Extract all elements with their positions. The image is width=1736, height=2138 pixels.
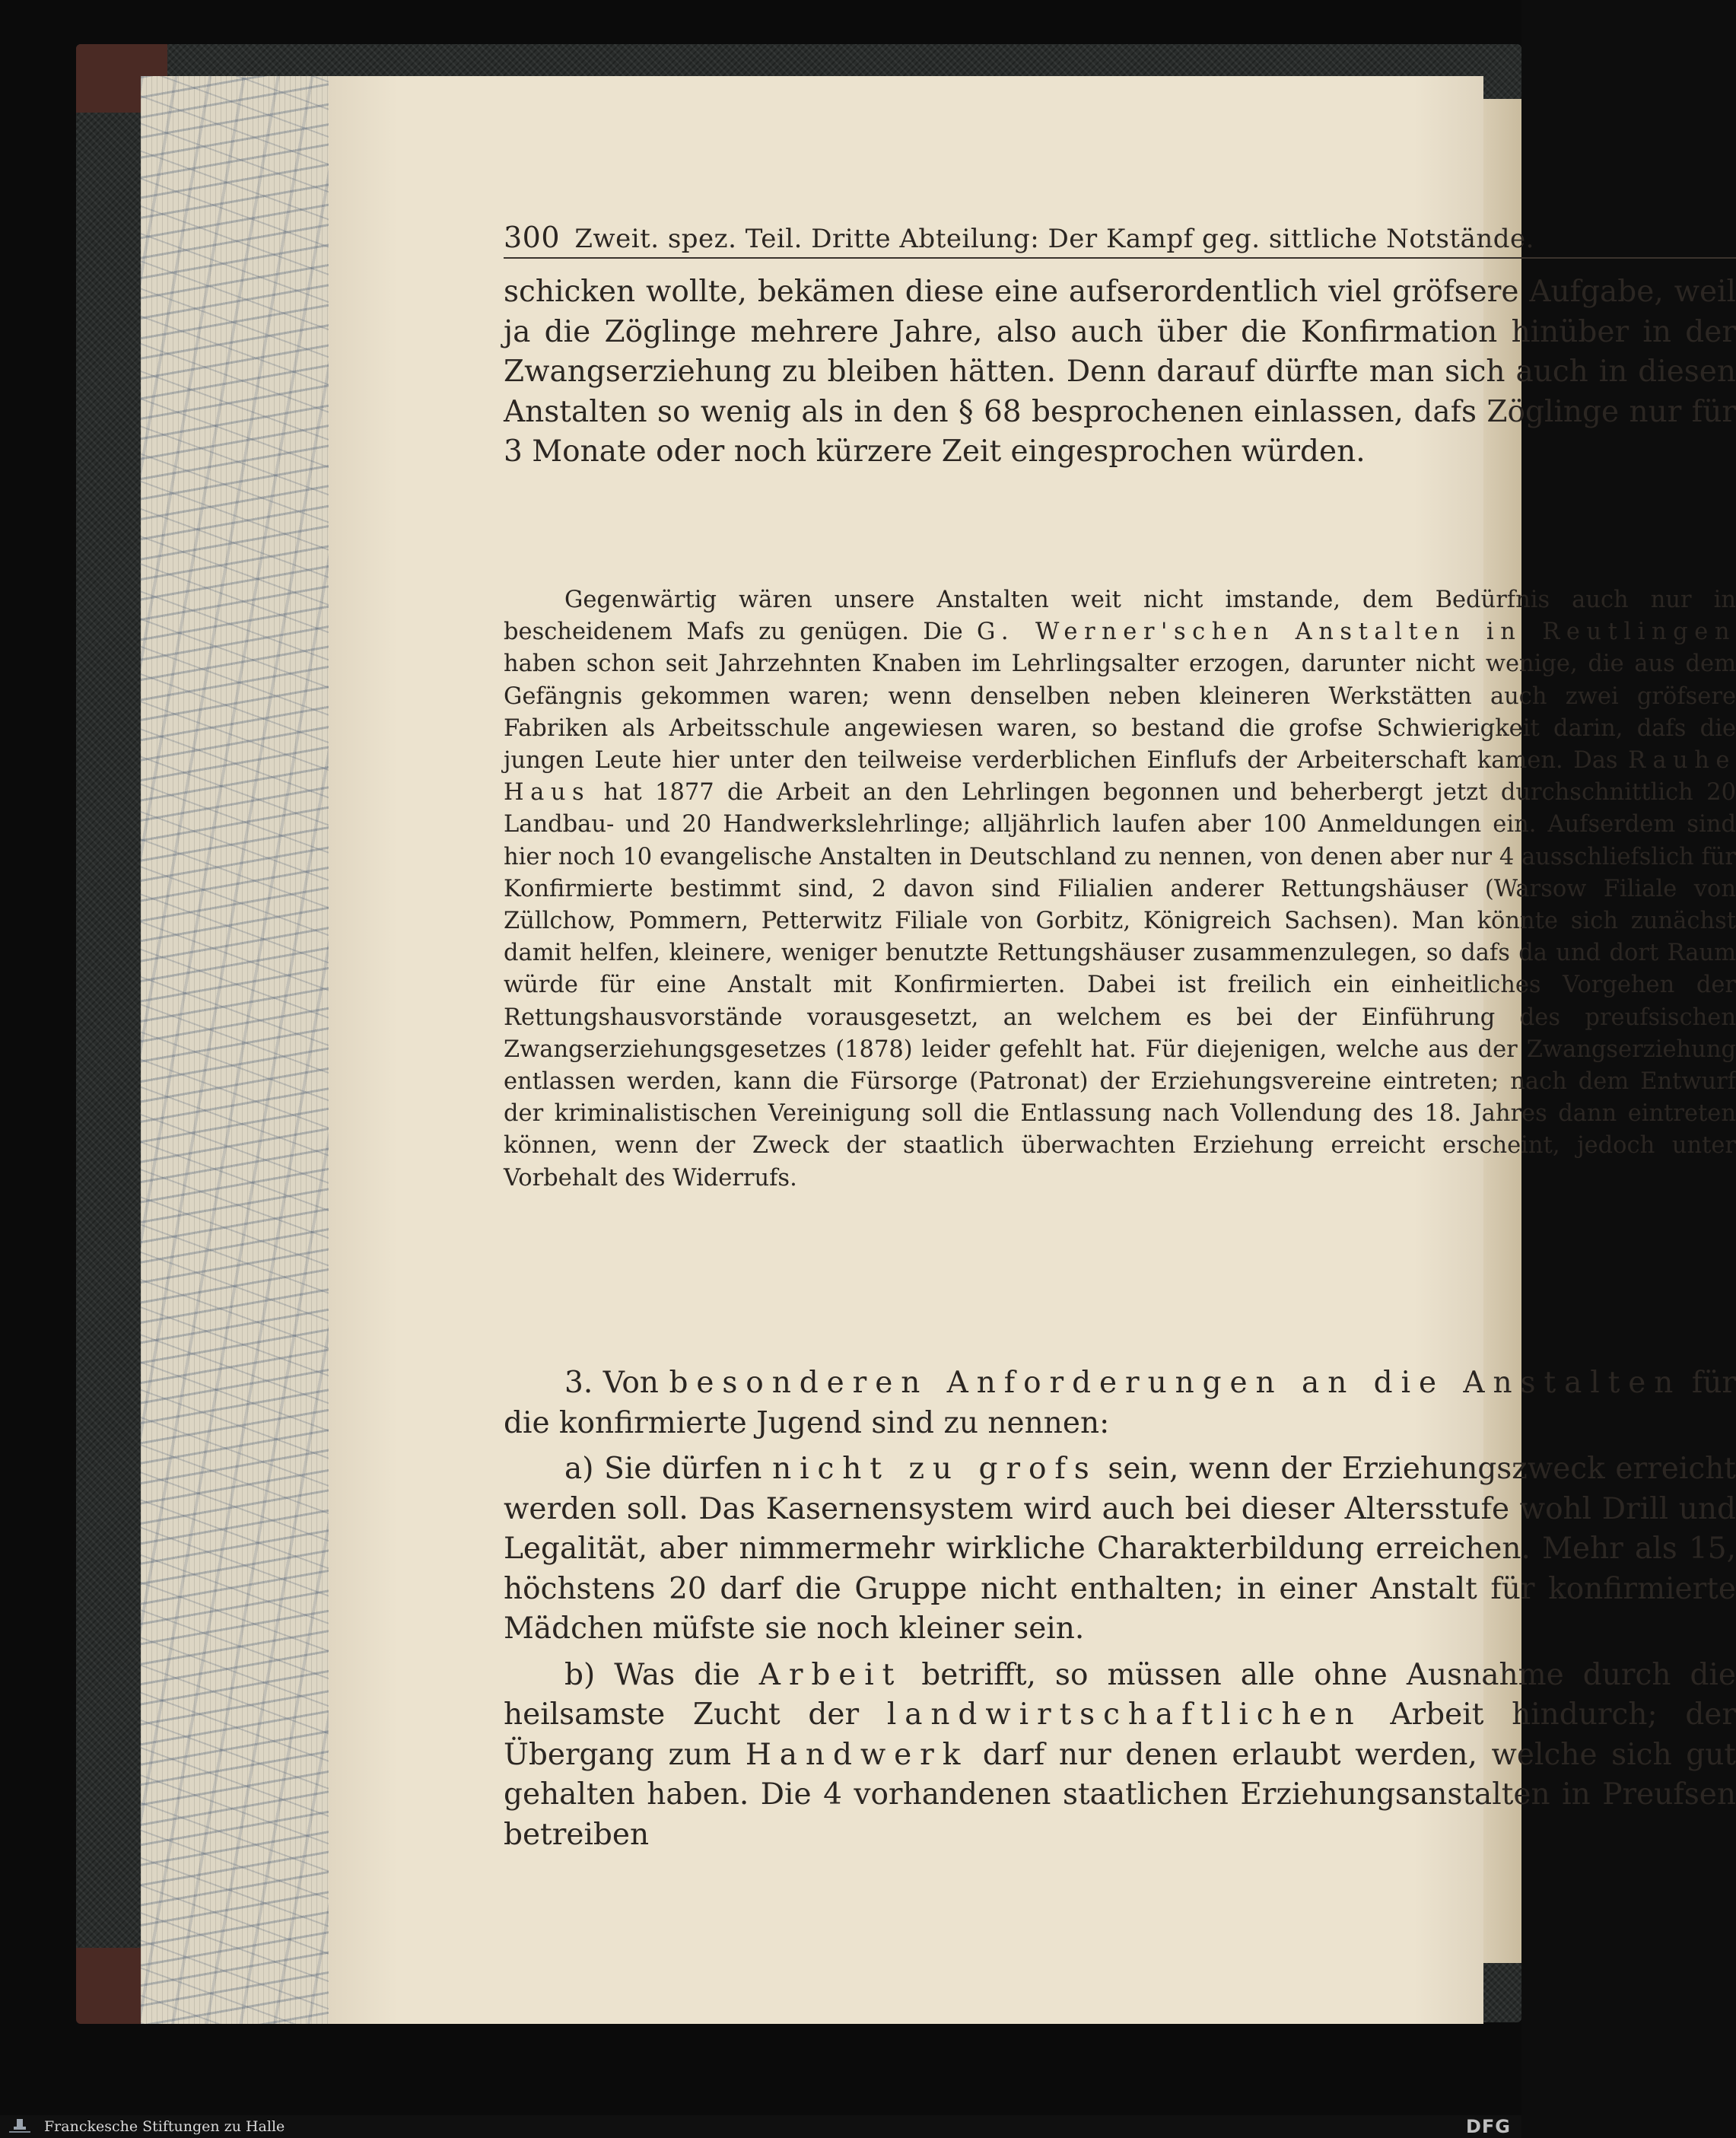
item-a-lead: a) Sie dürfen [564,1452,762,1486]
body-text-top [504,272,1736,472]
section-3-tail: für die konfirmierte Jugend sind zu nennen: [504,1366,1736,1440]
item-b-spaced-handwerk: Handwerk [745,1737,969,1772]
small-print-text: haben schon seit Jahrzehnten Knaben im Lehrlingsalter erzogen, darunter nicht wenige, die aus dem Gefängnis gekommen waren; wenn denselben neben kleineren Werkstätten auch zwei gröfsere Fabriken als Arbeitsschule angewiesen waren, so bestand die grofse Schwierigkeit darin, dafs die jungen Leute hier unter den teilweise verderblichen Einflufs der Arbeiterschaft kamen. Das [504,651,1736,775]
item-b-text: betrifft, so müssen alle ohne Ausnahme durch die heilsamste Zucht der [504,1657,1736,1732]
item-b-spaced-arbeit: Arbeit [758,1657,903,1692]
small-print-paragraph [504,584,1736,1195]
item-b-lead: b) Was die [564,1657,740,1692]
paragraph: schicken wollte, bekämen diese eine aufserordentlich viel gröfsere Aufgabe, weil ja die Zöglinge mehrere Jahre, also auch über die Konfirmation hinüber in der Zwangserziehung zu bleiben hätten. Denn darauf dürfte man sich auch in diesen Anstalten so wenig als in den § 68 besprochenen einlassen, dafs Zöglinge nur für 3 Monate oder noch kürzere Zeit eingesprochen würden. [504,275,1736,469]
institution-logo-icon [5,2117,35,2136]
body-text-lower [504,1363,1736,1855]
section-3-paragraph [504,1363,1736,1443]
page-number: 300 [504,221,561,254]
spaced-name-rauhe-haus: Rauhe Haus [504,747,1736,807]
spaced-name-werner: G. Werner'schen Anstalten in Reutlingen [977,619,1736,646]
institution-name: Franckesche Stiftungen zu Halle [44,2118,285,2135]
item-b-text: Arbeit hindurch; der Übergang zum [504,1697,1736,1772]
small-print-block [504,584,1736,1195]
book-page [329,76,1736,2024]
section-3-lead: 3. Von [564,1366,659,1400]
viewer-footer [0,2115,1521,2138]
small-print-text: hat 1877 die Arbeit an den Lehrlingen begonnen und beherbergt jetzt durchschnittlich 20 Landbau- und 20 Handwerkslehrlinge; alljährlich laufen aber 100 Anmeldungen ein. Aufserdem sind hier noch 10 evangelische Anstalten in Deutschland zu nennen, von denen aber nur 4 ausschliefslich für Konfirmierte bestimmt sind, 2 davon sind Filialien anderer Rettungshäuser (Warsow Filiale von Züllchow, Pommern, Petterwitz Filiale von Gorbitz, Königreich Sachsen). Man könnte sich zunächst damit helfen, kleinere, weniger benutzte Rettungshäuser zusammenzulegen, so dafs da und dort Raum würde für eine Anstalt mit Konfirmierten. Dabei ist freilich ein einheitliches Vorgehen der Rettungshausvorstände vorausgesetzt, an welchem es bei der Einführung des preufsischen Zwangserziehungsgesetzes (1878) leider gefehlt hat. Für diejenigen, welche aus der Zwangserziehung entlassen werden, kann die Fürsorge (Patronat) der Erziehungsvereine eintreten; nach dem Entwurf der kriminalistischen Vereinigung soll die Entlassung nach Vollendung des 18. Jahres dann eintreten können, wenn der Zweck der staatlich überwachten Erziehung erreicht erscheint, jedoch unter Vorbehalt des Widerrufs. [504,779,1736,1191]
item-a-spaced: nicht zu grofs [772,1452,1098,1486]
item-a-paragraph [504,1449,1736,1650]
item-b-tail: darf nur denen erlaubt werden, welche sich gut gehalten haben. Die 4 vorhandenen staatlichen Erziehungsanstalten in Preufsen betreiben [504,1737,1736,1852]
running-head-title: Zweit. spez. Teil. Dritte Abteilung: Der Kampf geg. sittliche Notstände. [574,224,1534,254]
item-b-paragraph [504,1656,1736,1856]
small-print-text: Gegenwärtig wären unsere Anstalten weit nicht imstande, dem Bedürfnis auch nur in bescheidenem Mafs zu genügen. Die [504,587,1736,646]
running-head [504,221,1736,259]
section-3-spaced: besonderen Anforderungen an die Anstalten [669,1366,1682,1400]
item-a-tail: sein, wenn der Erziehungszweck erreicht werden soll. Das Kasernensystem wird auch bei dieser Altersstufe wohl Drill und Legalität, aber nimmermehr wirkliche Charakterbildung erreichen. Mehr als 15, höchstens 20 darf die Gruppe nicht enthalten; in einer Anstalt für konfirmierte Mädchen müfste sie noch kleiner sein. [504,1452,1736,1646]
page-edges [141,76,331,2024]
dfg-logo: DFG [1465,2116,1511,2137]
item-b-spaced-landwirtschaftlichen: landwirtschaftlichen [886,1697,1362,1732]
